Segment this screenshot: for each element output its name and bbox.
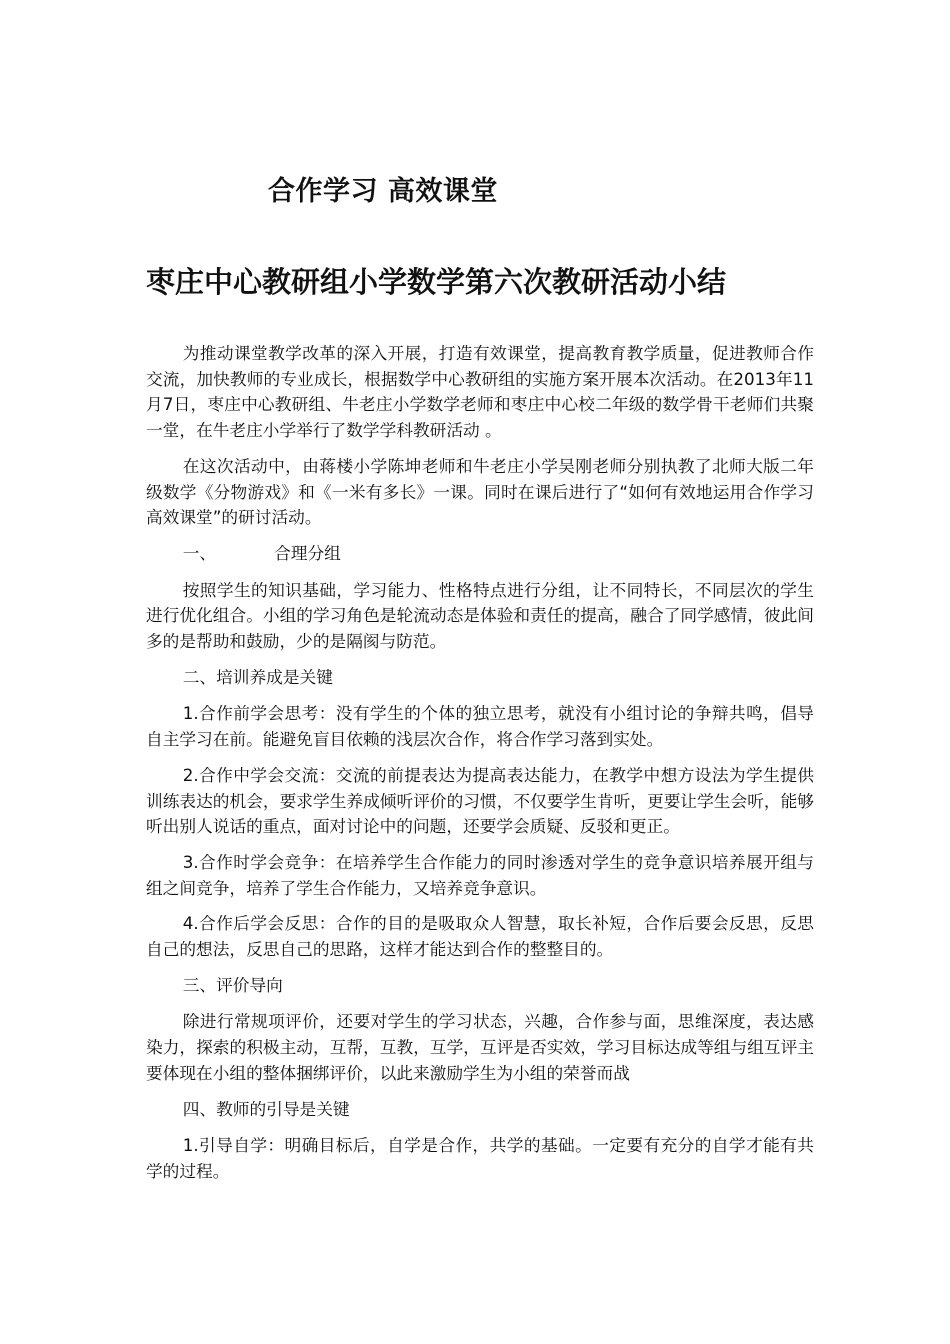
section-2-item-2: 2.合作中学会交流：交流的前提表达为提高表达能力，在教学中想方设法为学生提供训练表达的机会，要求学生养成倾听评价的习惯，不仅要学生肯听，更要让学生会听，能够听出别人说话的重点，面对讨论中的问题，还要学会质疑、反驳和更正。 — [146, 764, 814, 837]
activity-paragraph: 在这次活动中，由蒋楼小学陈坤老师和牛老庄小学吴刚老师分别执教了北师大版二年级数学《分物游戏》和《一米有多长》一课。同时在课后进行了“如何有效地运用合作学习 高效课堂”的研讨活动。 — [146, 455, 814, 528]
section-1-paragraph: 按照学生的知识基础，学习能力、性格特点进行分组，让不同特长，不同层次的学生进行优化组合。小组的学习角色是轮流动态是体验和责任的提高，融合了同学感情，彼此间多的是帮助和鼓励，少的是隔阂与防范。 — [146, 579, 814, 652]
document-subtitle: 枣庄中心教研组小学数学第六次教研活动小结 — [146, 265, 727, 299]
section-heading-4: 四、教师的引导是关键 — [182, 1098, 350, 1119]
section-2-item-3: 3.合作时学会竞争：在培养学生合作能力的同时渗透对学生的竞争意识培养展开组与组之间竞争，培养了学生合作能力，又培养竞争意识。 — [146, 851, 814, 898]
section-4-item-1: 1.引导自学：明确目标后，自学是合作，共学的基础。一定要有充分的自学才能有共学的过程。 — [146, 1135, 814, 1181]
section-heading-2: 二、培训养成是关键 — [182, 666, 333, 687]
section-3-paragraph: 除进行常规项评价，还要对学生的学习状态，兴趣，合作参与面，思维深度，表达感染力，探索的积极主动，互帮，互教，互学，互评是否实效，学习目标达成等组与组互评主要体现在小组的整体捆绑评价，以此来激励学生为小组的荣誉而战 — [146, 1011, 814, 1083]
document-body — [146, 341, 814, 1195]
section-number-1: 一、 — [182, 542, 217, 563]
section-title-1: 合理分组 — [274, 542, 341, 563]
section-heading-1 — [146, 541, 814, 567]
section-2-item-4: 4.合作后学会反思：合作的目的是吸取众人智慧，取长补短，合作后要会反思，反思自己的想法，反思自己的思路，这样才能达到合作的整整目的。 — [146, 913, 814, 960]
document-title: 合作学习 高效课堂 — [268, 176, 498, 207]
section-2-item-1: 1.合作前学会思考：没有学生的个体的独立思考，就没有小组讨论的争辩共鸣，倡导自主学习在前。能避免盲目依赖的浅层次合作，将合作学习落到实处。 — [146, 703, 814, 750]
intro-paragraph: 为推动课堂教学改革的深入开展，打造有效课堂，提高教育教学质量，促进教师合作交流，加快教师的专业成长，根据数学中心教研组的实施方案开展本次活动。在2013年11月7日，枣庄中心教研组、牛老庄小学数学老师和枣庄中心校二年级的数学骨干老师们共聚一堂，在牛老庄小学举行了数学学科教研活动 。 — [146, 343, 814, 441]
section-heading-3: 三、评价导向 — [182, 974, 283, 995]
